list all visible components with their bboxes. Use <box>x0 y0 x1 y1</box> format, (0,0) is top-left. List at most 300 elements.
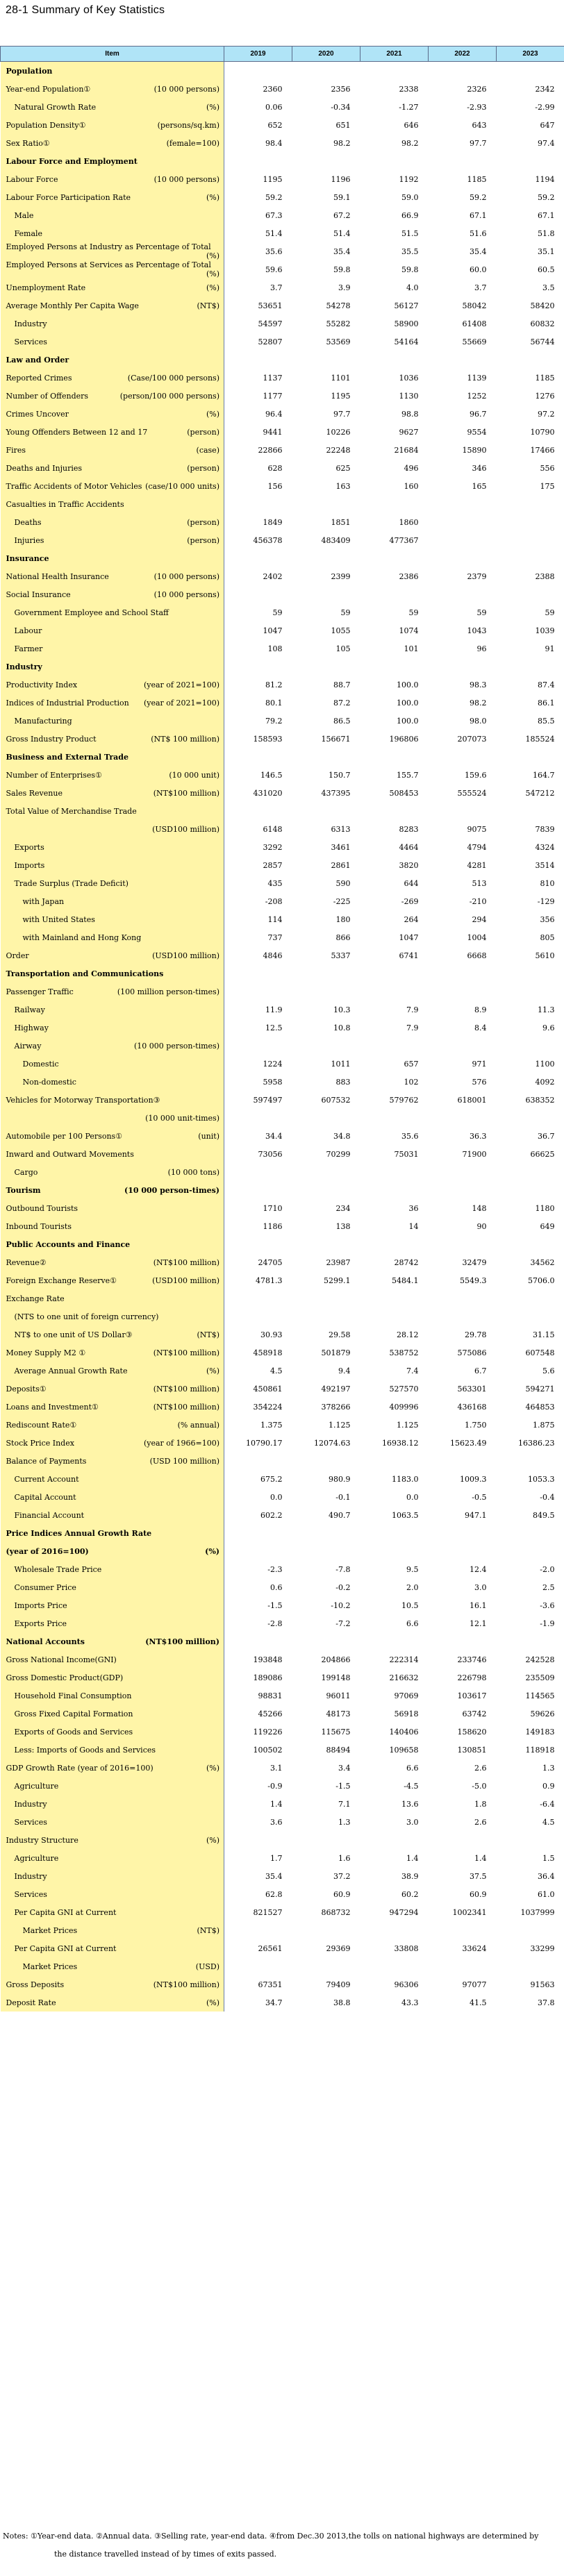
row-label: Industry <box>14 1799 47 1809</box>
value-cell: 737 <box>267 932 283 942</box>
value-cell <box>497 62 564 81</box>
value-cell: 450861 <box>253 1384 283 1394</box>
row-label: (NTS to one unit of foreign currency) <box>14 1312 159 1321</box>
value-cell <box>224 585 292 603</box>
table-row <box>1 1921 564 1939</box>
value-cell: 51.5 <box>401 228 419 238</box>
row-label: Railway <box>14 1005 45 1014</box>
value-cell: 7839 <box>535 824 555 834</box>
row-label: Number of Enterprises① <box>6 770 102 780</box>
row-label-cell <box>1 1506 224 1524</box>
value-cell: 651 <box>335 120 351 130</box>
value-cell <box>224 802 292 820</box>
value-cell: 81.2 <box>265 680 283 689</box>
value-cell: 652 <box>267 120 283 130</box>
value-cell: 163 <box>335 481 351 491</box>
table-row <box>1 459 564 477</box>
row-unit: (unit) <box>198 1131 219 1141</box>
value-cell: 11.3 <box>538 1005 555 1014</box>
value-cell: 71900 <box>462 1149 487 1159</box>
row-label: with Mainland and Hong Kong <box>22 932 142 942</box>
value-cell: 21684 <box>394 445 419 455</box>
row-unit: (female=100) <box>166 138 219 148</box>
row-label: Female <box>14 228 43 238</box>
value-cell: 2857 <box>263 860 283 870</box>
value-cell <box>292 1452 360 1470</box>
value-cell: 15623.49 <box>450 1438 487 1448</box>
table-row <box>1 910 564 928</box>
value-cell <box>429 1037 497 1055</box>
value-cell <box>429 513 497 531</box>
value-cell: 36.7 <box>538 1131 555 1141</box>
value-cell: 810 <box>540 878 555 888</box>
table-row <box>1 224 564 242</box>
value-cell <box>497 658 564 676</box>
value-cell: 4092 <box>535 1077 555 1087</box>
value-cell: 35.4 <box>470 246 487 256</box>
value-cell: 60.2 <box>401 1889 419 1899</box>
row-label-cell <box>1 1019 224 1037</box>
value-cell: 378266 <box>321 1402 351 1412</box>
value-cell: 165 <box>472 481 487 491</box>
value-cell <box>360 585 429 603</box>
value-cell: 59 <box>340 608 351 617</box>
value-cell: -129 <box>537 896 555 906</box>
row-unit: (person) <box>187 535 219 545</box>
value-cell: 3.1 <box>270 1763 283 1773</box>
row-label: Deaths <box>14 517 42 527</box>
value-cell: 45266 <box>258 1709 283 1718</box>
value-cell <box>429 531 497 549</box>
table-body <box>1 62 564 2012</box>
value-cell: 436168 <box>457 1402 487 1412</box>
table-row <box>1 874 564 892</box>
row-label-cell <box>1 1885 224 1903</box>
value-cell: 1224 <box>263 1059 283 1069</box>
value-cell: 2399 <box>331 571 351 581</box>
value-cell: 12.5 <box>265 1023 283 1032</box>
value-cell: 1037999 <box>520 1907 555 1917</box>
value-cell: 226798 <box>457 1673 487 1682</box>
value-cell: 2360 <box>263 84 283 94</box>
value-cell: 86.5 <box>333 716 351 726</box>
row-label: Industry <box>6 662 42 671</box>
value-cell: 7.4 <box>406 1366 419 1375</box>
value-cell: 2.6 <box>474 1763 487 1773</box>
table-row <box>1 1614 564 1632</box>
value-cell <box>497 531 564 549</box>
table-row <box>1 1127 564 1145</box>
row-label: Number of Offenders <box>6 391 89 401</box>
value-cell <box>497 1452 564 1470</box>
table-row <box>1 1542 564 1560</box>
value-cell: 158620 <box>457 1727 487 1737</box>
value-cell: -0.1 <box>335 1492 351 1502</box>
value-cell: 60.0 <box>470 265 487 274</box>
value-cell: 2342 <box>535 84 555 94</box>
value-cell <box>360 964 429 982</box>
value-cell: 0.0 <box>270 1492 283 1502</box>
value-cell: 101 <box>404 644 419 653</box>
value-cell <box>429 1957 497 1975</box>
key-statistics-table <box>0 46 564 2012</box>
value-cell: 164.7 <box>533 770 555 780</box>
table-row <box>1 946 564 964</box>
column-header-item: Item <box>1 47 224 62</box>
value-cell <box>292 1921 360 1939</box>
value-cell: 196806 <box>389 734 419 744</box>
value-cell: 207073 <box>457 734 487 744</box>
value-cell: 490.7 <box>329 1510 351 1520</box>
row-label: GDP Growth Rate (year of 2016=100) <box>6 1763 154 1773</box>
row-label-cell <box>1 1741 224 1759</box>
table-row <box>1 315 564 333</box>
value-cell <box>429 1289 497 1307</box>
row-unit: (%) <box>205 1546 219 1556</box>
value-cell: 59.0 <box>401 192 419 202</box>
value-cell: 435 <box>267 878 283 888</box>
value-cell: 158593 <box>253 734 283 744</box>
row-label: Rediscount Rate① <box>6 1420 77 1430</box>
value-cell: 193848 <box>253 1655 283 1664</box>
row-label-cell <box>1 1037 224 1055</box>
value-cell: 233746 <box>457 1655 487 1664</box>
row-label-cell <box>1 1957 224 1975</box>
row-label-cell <box>1 206 224 224</box>
value-cell: 29.58 <box>329 1330 351 1339</box>
row-label-cell <box>1 1921 224 1939</box>
row-label: Casualties in Traffic Accidents <box>6 499 124 509</box>
row-label: Traffic Accidents of Motor Vehicles <box>6 481 142 491</box>
row-label: with Japan <box>22 896 65 906</box>
value-cell: 36.3 <box>470 1131 487 1141</box>
table-row <box>1 1957 564 1975</box>
value-cell: 0.0 <box>406 1492 419 1502</box>
value-cell: -3.6 <box>540 1600 555 1610</box>
row-label-cell <box>1 1488 224 1506</box>
value-cell <box>429 1921 497 1939</box>
value-cell: 35.6 <box>401 1131 419 1141</box>
row-unit: (%) <box>206 251 219 260</box>
value-cell <box>497 351 564 369</box>
value-cell: -0.2 <box>335 1582 351 1592</box>
value-cell: 96.7 <box>470 409 487 419</box>
row-unit: (USD100 million) <box>152 824 219 834</box>
row-label: Passenger Traffic <box>6 987 74 996</box>
value-cell: 60.9 <box>333 1889 351 1899</box>
value-cell: 96011 <box>326 1691 351 1700</box>
value-cell: 346 <box>472 463 487 473</box>
value-cell: 508453 <box>389 788 419 798</box>
value-cell: 13.6 <box>401 1799 419 1809</box>
value-cell: 53651 <box>258 301 283 310</box>
value-cell: 1101 <box>331 373 351 383</box>
table-row <box>1 1632 564 1650</box>
value-cell <box>224 1289 292 1307</box>
value-cell <box>497 1921 564 1939</box>
row-label: Money Supply M2 ① <box>6 1348 86 1357</box>
row-unit: (person/100 000 persons) <box>119 391 219 401</box>
row-label-cell <box>1 170 224 188</box>
row-label-cell <box>1 423 224 441</box>
row-label: Industry <box>14 319 47 328</box>
value-cell <box>497 1181 564 1199</box>
row-label: Government Employee and School Staff <box>14 608 169 617</box>
row-label: Airway <box>14 1041 42 1051</box>
row-label-cell <box>1 441 224 459</box>
value-cell: 62.8 <box>265 1889 283 1899</box>
row-label-cell <box>1 152 224 170</box>
value-cell: -0.9 <box>267 1781 283 1791</box>
value-cell: 4464 <box>399 842 419 852</box>
row-label-cell <box>1 621 224 639</box>
row-label-cell <box>1 1831 224 1849</box>
value-cell <box>429 802 497 820</box>
value-cell: -10.2 <box>331 1600 351 1610</box>
table-row <box>1 1705 564 1723</box>
row-unit: (% annual) <box>177 1420 219 1430</box>
page-title: 28-1 Summary of Key Statistics <box>6 4 165 16</box>
value-cell: 883 <box>335 1077 351 1087</box>
row-label-cell <box>1 928 224 946</box>
value-cell: 1100 <box>535 1059 555 1069</box>
row-label-cell <box>1 513 224 531</box>
value-cell: 97069 <box>394 1691 419 1700</box>
row-label-cell <box>1 1145 224 1163</box>
table-row <box>1 1181 564 1199</box>
row-unit: (100 million person-times) <box>117 987 219 996</box>
value-cell: 53569 <box>326 337 351 346</box>
row-label: Average Monthly Per Capita Wage <box>6 301 139 310</box>
value-cell: 34.8 <box>333 1131 351 1141</box>
value-cell: 35.1 <box>538 246 555 256</box>
value-cell: 34.7 <box>265 1998 283 2007</box>
table-row <box>1 1903 564 1921</box>
value-cell: 1063.5 <box>392 1510 419 1520</box>
value-cell <box>224 549 292 567</box>
value-cell <box>497 1957 564 1975</box>
row-label: Exchange Rate <box>6 1294 65 1303</box>
value-cell <box>360 1289 429 1307</box>
value-cell: 54278 <box>326 301 351 310</box>
row-label-cell <box>1 1073 224 1091</box>
value-cell: 140406 <box>389 1727 419 1737</box>
value-cell <box>360 1831 429 1849</box>
row-unit: (%) <box>206 1835 219 1845</box>
row-label-cell <box>1 1362 224 1380</box>
row-label-cell <box>1 1416 224 1434</box>
row-label: Vehicles for Motorway Transportation③ <box>6 1095 160 1105</box>
value-cell: 1186 <box>263 1221 283 1231</box>
value-cell <box>429 152 497 170</box>
table-row <box>1 170 564 188</box>
value-cell: 0.9 <box>542 1781 555 1791</box>
row-label: Services <box>14 1889 47 1899</box>
table-row <box>1 80 564 98</box>
value-cell: 1177 <box>263 391 283 401</box>
value-cell: 234 <box>335 1203 351 1213</box>
row-label-cell <box>1 1596 224 1614</box>
row-label: Capital Account <box>14 1492 76 1502</box>
value-cell <box>429 1632 497 1650</box>
value-cell: 16.1 <box>470 1600 487 1610</box>
row-label-cell <box>1 1289 224 1307</box>
row-unit: (NT$) <box>197 1330 219 1339</box>
row-label: Deposits① <box>6 1384 47 1394</box>
value-cell: 54164 <box>394 337 419 346</box>
table-row <box>1 1795 564 1813</box>
value-cell <box>292 964 360 982</box>
value-cell: 3.9 <box>338 283 351 292</box>
table-row <box>1 260 564 278</box>
value-cell: 5958 <box>263 1077 283 1087</box>
value-cell: 821527 <box>253 1907 283 1917</box>
value-cell: 148 <box>472 1203 487 1213</box>
table-row <box>1 423 564 441</box>
row-label: with United States <box>22 914 95 924</box>
value-cell: 555524 <box>457 788 487 798</box>
row-label-cell <box>1 1632 224 1650</box>
value-cell <box>429 1307 497 1325</box>
value-cell: 91563 <box>530 1980 555 1989</box>
value-cell: 1004 <box>467 932 487 942</box>
row-unit: (NT$100 million) <box>153 788 219 798</box>
value-cell: 61.0 <box>538 1889 555 1899</box>
table-row <box>1 242 564 260</box>
row-unit: (case/10 000 units) <box>145 481 219 491</box>
value-cell: 6.6 <box>406 1763 419 1773</box>
value-cell <box>224 1831 292 1849</box>
row-label: Law and Order <box>6 355 69 365</box>
table-row <box>1 658 564 676</box>
table-row <box>1 495 564 513</box>
table-row <box>1 1939 564 1957</box>
row-label-cell <box>1 549 224 567</box>
row-label-cell <box>1 1759 224 1777</box>
value-cell: -5.0 <box>472 1781 487 1791</box>
value-cell <box>292 549 360 567</box>
value-cell: 63742 <box>462 1709 487 1718</box>
row-unit: (10 000 persons) <box>154 571 219 581</box>
table-row <box>1 1506 564 1524</box>
value-cell: 594271 <box>525 1384 555 1394</box>
value-cell: 1139 <box>467 373 487 383</box>
row-label-cell <box>1 585 224 603</box>
row-label-cell <box>1 1668 224 1687</box>
row-label: Reported Crimes <box>6 373 72 383</box>
value-cell <box>497 802 564 820</box>
row-label-cell <box>1 964 224 982</box>
value-cell <box>292 802 360 820</box>
value-cell: 590 <box>335 878 351 888</box>
value-cell: 7.9 <box>406 1023 419 1032</box>
value-cell: 947.1 <box>465 1510 487 1520</box>
value-cell: 1185 <box>535 373 555 383</box>
table-row <box>1 405 564 423</box>
value-cell <box>224 1109 292 1127</box>
row-label: Employed Persons at Services as Percentage of Total <box>6 260 211 269</box>
value-cell: 10.8 <box>333 1023 351 1032</box>
value-cell: 1.125 <box>397 1420 419 1430</box>
table-row <box>1 296 564 315</box>
row-label: Gross Fixed Capital Formation <box>14 1709 133 1718</box>
value-cell: 0.6 <box>270 1582 283 1592</box>
row-label: Less: Imports of Goods and Services <box>14 1745 156 1755</box>
value-cell: 6.6 <box>406 1619 419 1628</box>
row-label: Price Indices Annual Growth Rate <box>6 1528 152 1538</box>
row-label: Public Accounts and Finance <box>6 1239 131 1249</box>
value-cell: 9627 <box>399 427 419 437</box>
row-label-cell <box>1 1975 224 1993</box>
value-cell: 0.06 <box>265 102 283 112</box>
row-label-cell <box>1 1181 224 1199</box>
value-cell: -269 <box>401 896 419 906</box>
row-label-cell <box>1 1650 224 1668</box>
row-label: Population Density① <box>6 120 86 130</box>
row-label: Transportation and Communications <box>6 969 164 978</box>
value-cell: 3.5 <box>542 283 555 292</box>
value-cell: 6313 <box>331 824 351 834</box>
value-cell: 2386 <box>399 571 419 581</box>
value-cell <box>292 1957 360 1975</box>
value-cell: 980.9 <box>329 1474 351 1484</box>
value-cell: 6148 <box>263 824 283 834</box>
value-cell: 14 <box>408 1221 419 1231</box>
table-row <box>1 387 564 405</box>
table-row <box>1 838 564 856</box>
row-label: Deaths and Injuries <box>6 463 83 473</box>
value-cell: 10.3 <box>333 1005 351 1014</box>
value-cell: 67351 <box>258 1980 283 1989</box>
row-label-cell <box>1 639 224 658</box>
value-cell: 80.1 <box>265 698 283 708</box>
table-row <box>1 1650 564 1668</box>
value-cell: 70299 <box>326 1149 351 1159</box>
row-label: Unemployment Rate <box>6 283 86 292</box>
value-cell: 431020 <box>253 788 283 798</box>
table-row <box>1 1668 564 1687</box>
value-cell: 7.9 <box>406 1005 419 1014</box>
value-cell: 73056 <box>258 1149 283 1159</box>
row-label-cell <box>1 1398 224 1416</box>
row-label-cell <box>1 1614 224 1632</box>
value-cell <box>360 982 429 1001</box>
value-cell: 36.4 <box>538 1871 555 1881</box>
value-cell: 98.2 <box>333 138 351 148</box>
table-row <box>1 1831 564 1849</box>
value-cell: 409996 <box>389 1402 419 1412</box>
row-unit: (USD) <box>195 1962 219 1971</box>
value-cell <box>360 748 429 766</box>
value-cell <box>224 1235 292 1253</box>
table-row <box>1 748 564 766</box>
value-cell: 175 <box>540 481 555 491</box>
value-cell <box>224 1307 292 1325</box>
row-label-cell <box>1 856 224 874</box>
value-cell: 22866 <box>258 445 283 455</box>
value-cell: -2.93 <box>467 102 487 112</box>
table-row <box>1 1885 564 1903</box>
value-cell: 48173 <box>326 1709 351 1718</box>
table-row <box>1 1777 564 1795</box>
row-label: Labour <box>14 626 42 635</box>
value-cell: 3.7 <box>270 283 283 292</box>
row-label-cell <box>1 98 224 116</box>
value-cell: 1.125 <box>329 1420 351 1430</box>
row-label: Gross Deposits <box>6 1980 65 1989</box>
table-row <box>1 1578 564 1596</box>
row-label: Young Offenders Between 12 and 17 <box>6 427 148 437</box>
